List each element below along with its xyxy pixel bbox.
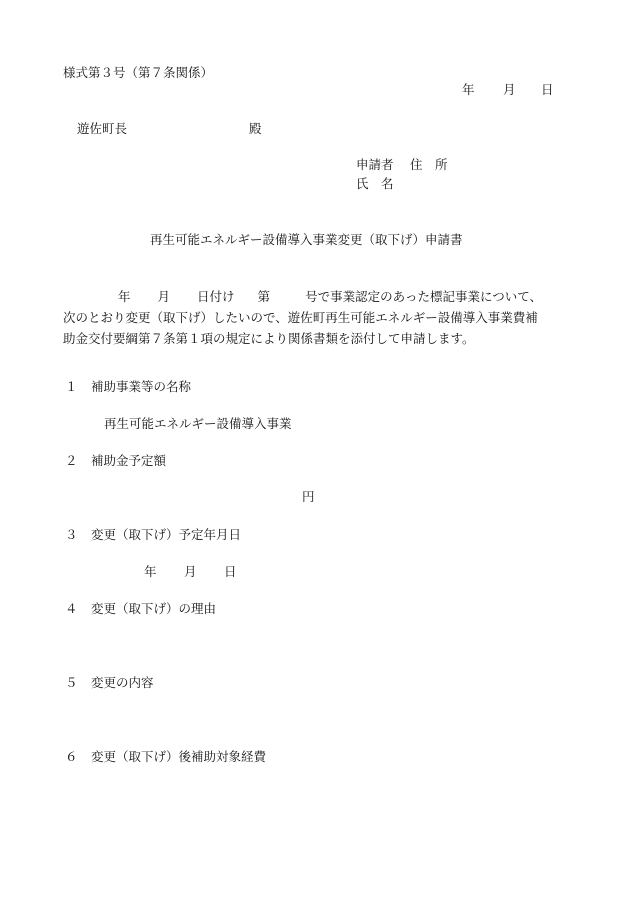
date-day-label: 日 <box>541 82 554 97</box>
body-line-1 <box>63 286 573 307</box>
item-number: ３ <box>65 527 78 542</box>
body-month: 月 <box>157 289 171 304</box>
item-label: 変更（取下げ）後補助対象経費 <box>91 749 267 764</box>
addressee-honorific: 殿 <box>249 121 262 136</box>
item-label: 補助事業等の名称 <box>91 379 192 394</box>
body-line1-rest: 号で事業認定のあった標記事業について、 <box>305 289 542 304</box>
item-number: ４ <box>65 601 78 616</box>
yen-unit: 円 <box>302 489 315 504</box>
item-number: ２ <box>65 453 78 468</box>
item-label: 変更の内容 <box>91 675 154 690</box>
form-number: 様式第３号（第７条関係） <box>63 65 214 80</box>
applicant-label: 申請者 <box>356 157 394 172</box>
item-value: 再生可能エネルギー設備導入事業 <box>104 416 292 431</box>
application-body <box>63 286 573 349</box>
body-day-suffix: 日付け <box>197 289 235 304</box>
date-year-label: 年 <box>462 82 475 97</box>
item-date-month: 月 <box>184 564 197 579</box>
item-number: ５ <box>65 675 78 690</box>
item-label: 変更（取下げ）予定年月日 <box>91 527 242 542</box>
applicant-address-label: 住 所 <box>410 157 448 172</box>
body-year: 年 <box>118 289 131 304</box>
item-number: ６ <box>65 749 78 764</box>
item-number: １ <box>65 379 78 394</box>
item-label: 補助金予定額 <box>91 453 167 468</box>
document-title: 再生可能エネルギー設備導入事業変更（取下げ）申請書 <box>150 232 463 247</box>
body-number-prefix: 第 <box>257 289 271 304</box>
applicant-name-label: 氏 名 <box>356 176 394 191</box>
item-date-day: 日 <box>224 564 237 579</box>
body-line-3: 助金交付要綱第７条第１項の規定により関係書類を添付して申請します。 <box>63 331 475 346</box>
item-date-year: 年 <box>144 564 157 579</box>
body-line-2: 次のとおり変更（取下げ）したいので、遊佐町再生可能エネルギー設備導入事業費補 <box>63 310 538 325</box>
item-label: 変更（取下げ）の理由 <box>91 601 217 616</box>
addressee-name: 遊佐町長 <box>77 121 128 136</box>
date-month-label: 月 <box>503 82 516 97</box>
